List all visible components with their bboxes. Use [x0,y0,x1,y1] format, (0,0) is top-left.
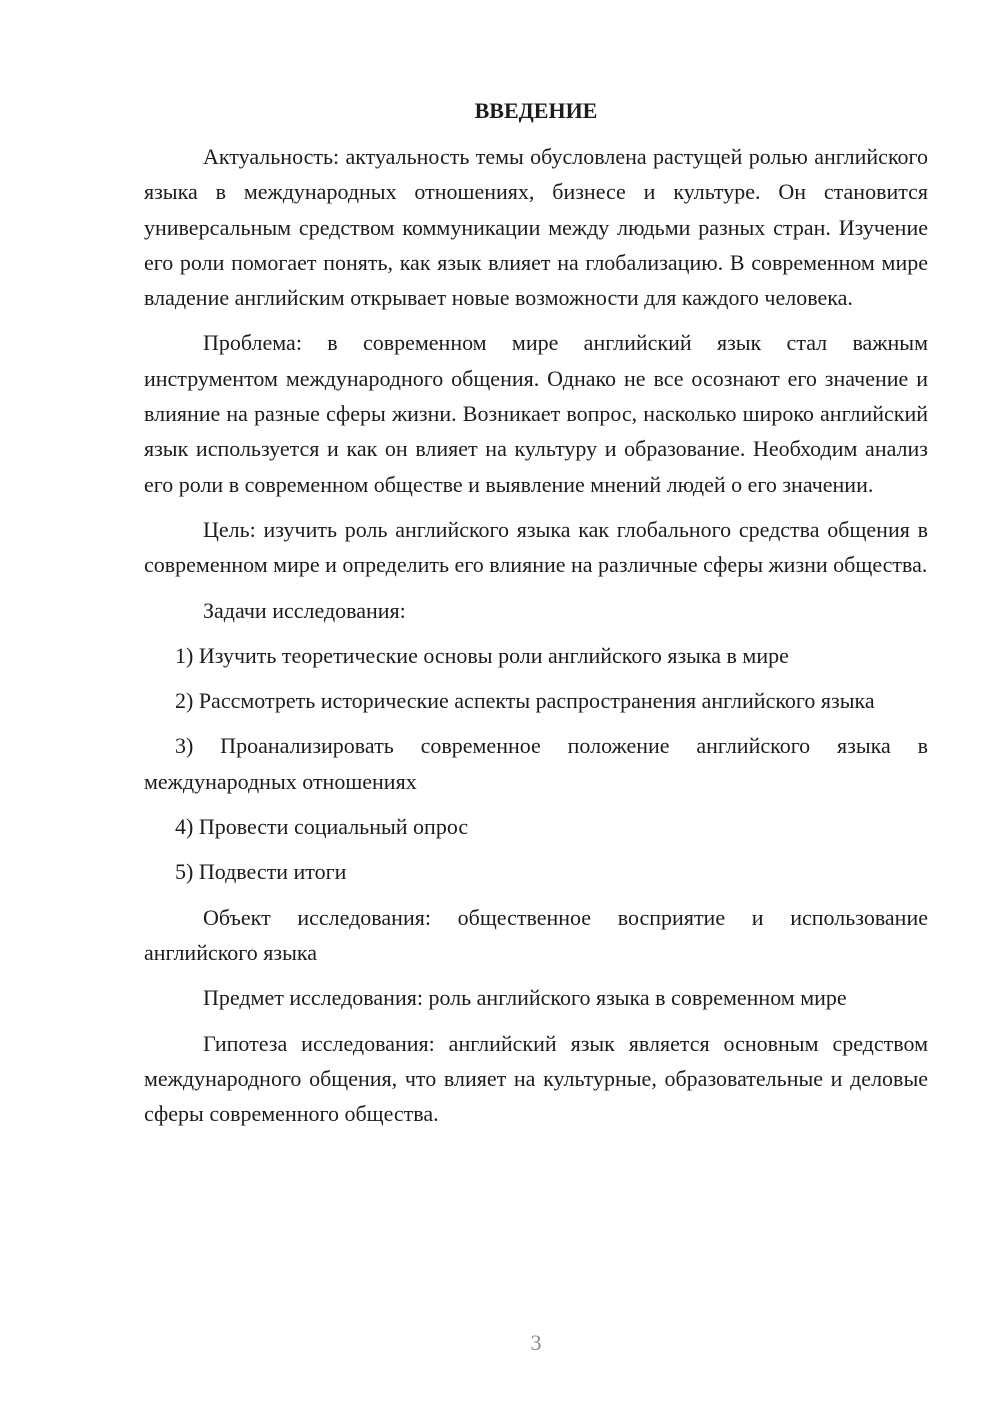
document-page [144,95,928,1141]
task-item-3: 3) Проанализировать современное положение английского языка в международных отношениях [144,733,928,794]
relevance-paragraph: Актуальность: актуальность темы обусловлена растущей ролью английского языка в международных отношениях, бизнесе и культуре. Он становится универсальным средством коммуникации между людьми разных стран. Изучение его роли помогает понять, как язык влияет на глобализацию. В современном мире владение английским открывает новые возможности для каждого человека. [144,144,928,311]
subject-paragraph: Предмет исследования: роль английского языка в современном мире [203,985,847,1011]
hypothesis-paragraph: Гипотеза исследования: английский язык является основным средством международного общения, что влияет на культурные, образовательные и деловые сферы современного общества. [144,1030,928,1127]
tasks-heading: Задачи исследования: [203,597,406,623]
page-number: 3 [530,1330,542,1355]
task-item-5: 5) Подвести итоги [175,859,347,885]
goal-paragraph: Цель: изучить роль английского языка как глобального средства общения в современном мире и определить его влияние на различные сферы жизни общества. [144,516,928,578]
section-title: ВВЕДЕНИЕ [474,98,598,123]
task-item-4: 4) Провести социальный опрос [175,814,469,840]
object-paragraph: Объект исследования: общественное восприятие и использование английского языка [144,904,928,965]
task-item-1: 1) Изучить теоретические основы роли английского языка в мире [175,642,789,668]
problem-paragraph: Проблема: в современном мире английский язык стал важным инструментом международного общения. Однако не все осознают его значение и влияние на разные сферы жизни. Возникает вопрос, насколько широко английский язык используется и как он влияет на культуру и образование. Необходим анализ его роли в современном обществе и выявление мнений людей о его значении. [144,330,928,497]
task-item-2: 2) Рассмотреть исторические аспекты распространения английского языка [175,688,875,714]
